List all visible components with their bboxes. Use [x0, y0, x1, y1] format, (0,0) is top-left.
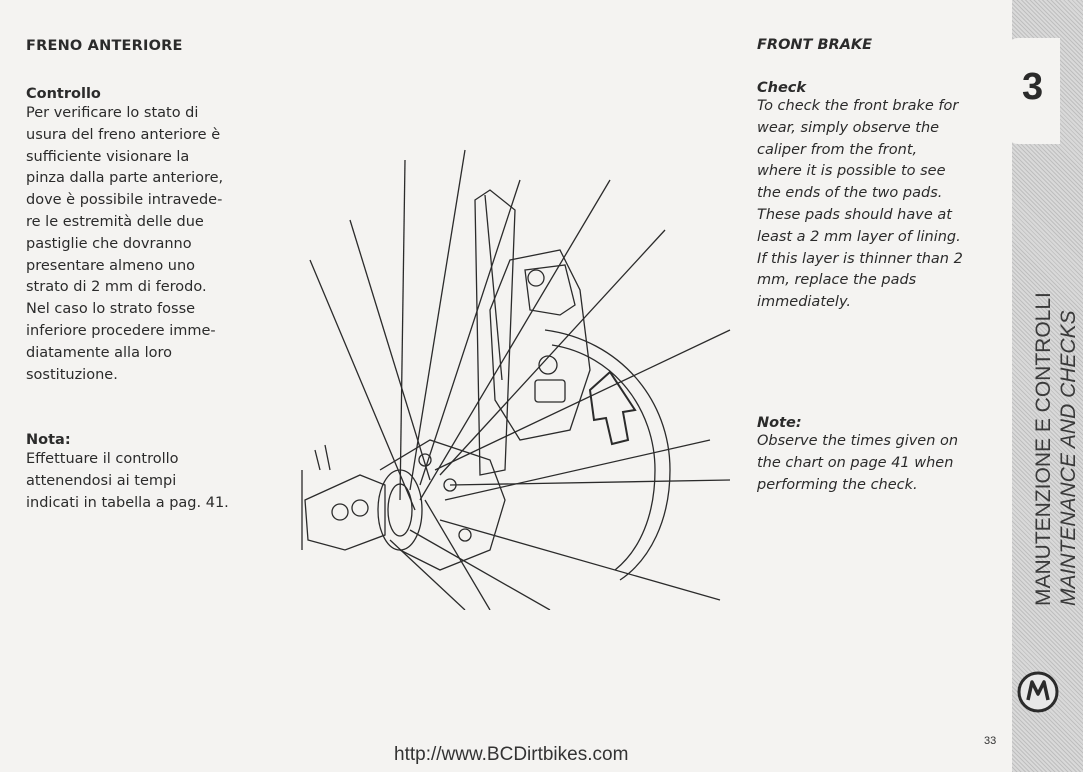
italian-column	[26, 38, 276, 515]
english-note-text: Observe the times given on the chart on page 41 when performing the check.	[757, 432, 959, 493]
page-number: 33	[984, 735, 997, 747]
chapter-number: 3	[1022, 66, 1044, 108]
front-brake-caliper-illustration	[290, 140, 740, 610]
chapter-title-italian: MANUTENZIONE E CONTROLLI	[1032, 292, 1055, 606]
english-note-heading: Note:	[757, 414, 802, 431]
brand-logo-icon	[1016, 670, 1060, 714]
footer-url: http://www.BCDirtbikes.com	[394, 744, 629, 765]
chapter-title-english: MAINTENANCE AND CHECKS	[1057, 310, 1080, 606]
italian-check-heading: Controllo	[26, 86, 101, 102]
english-column	[757, 37, 1007, 496]
english-note-block	[757, 415, 1007, 496]
english-check-text: To check the front brake for wear, simply observe the caliper from the front, where it is possible to see the ends of the two pads. These pads should have at least a 2 mm layer of lining. If this layer is thinner than 2 mm, replace the pads immediately.	[757, 98, 963, 311]
english-section-title: FRONT BRAKE	[757, 37, 873, 53]
italian-section-title: FRENO ANTERIORE	[26, 38, 183, 54]
italian-check-text: Per verificare lo stato di usura del freno anteriore è sufficiente visionare la pinza dalla parte anteriore, dove è possibile intravede- re le estremità delle due pastiglie che dovranno presentare almeno uno strato di 2 mm di ferodo. Nel caso lo strato fosse inferiore procedere imme- diatamente alla loro sostituzione.	[26, 105, 224, 383]
english-check-heading: Check	[757, 80, 807, 96]
italian-note-text: Effettuare il controllo attenendosi ai tempi indicati in tabella a pag. 41.	[26, 451, 229, 511]
italian-note-heading: Nota:	[26, 432, 71, 449]
italian-note-block	[26, 432, 276, 514]
